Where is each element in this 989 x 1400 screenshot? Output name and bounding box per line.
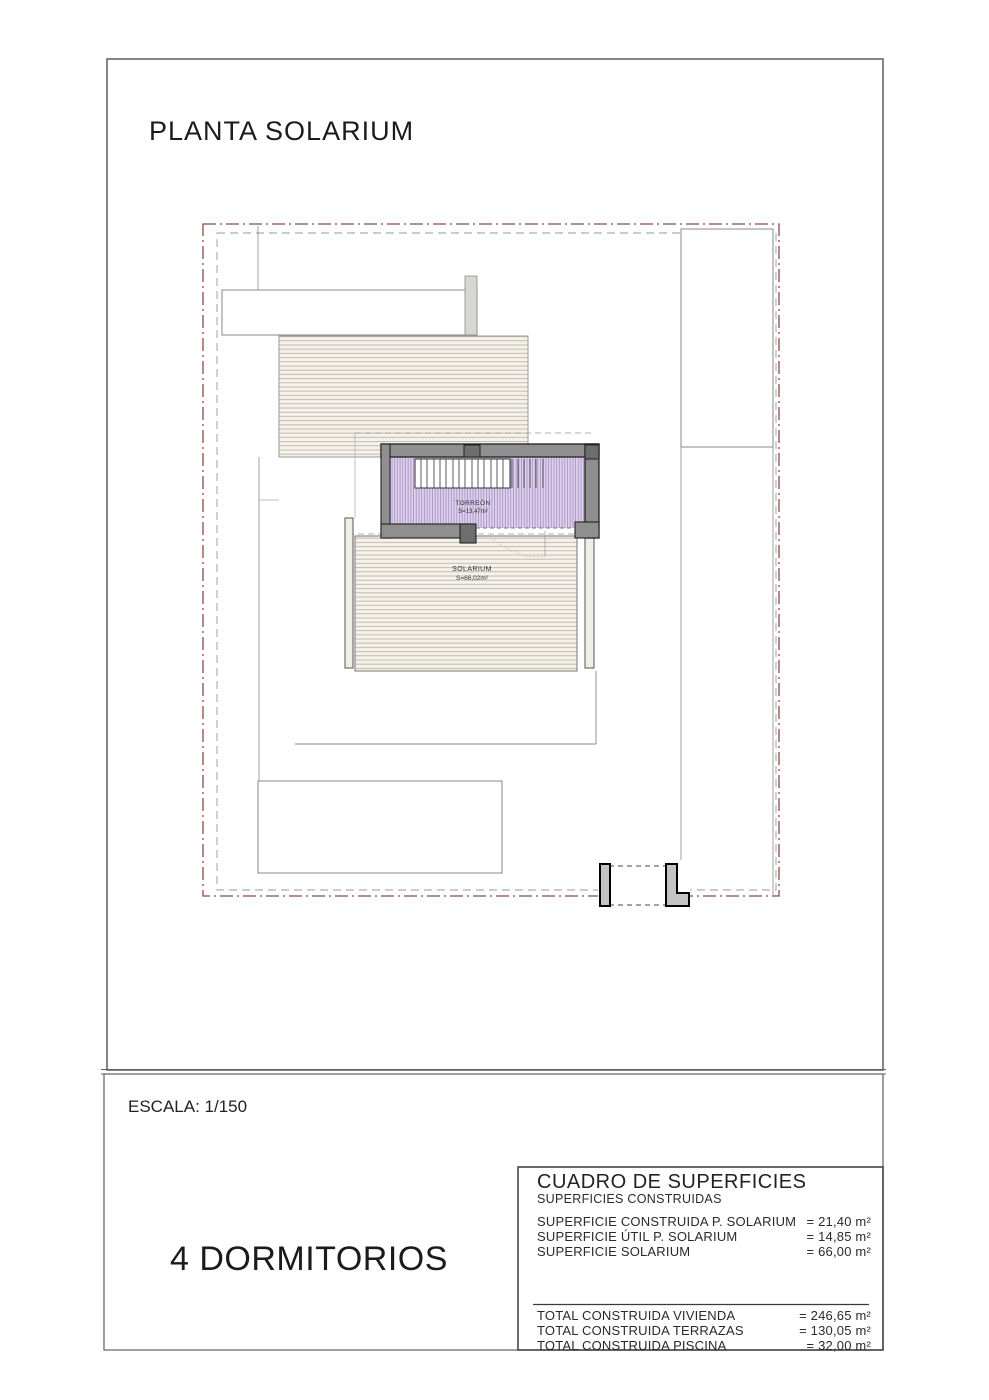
total-value: = 32,00 m² bbox=[806, 1338, 871, 1353]
row-label: SUPERFICIE CONSTRUIDA P. SOLARIUM bbox=[537, 1214, 797, 1229]
total-label: TOTAL CONSTRUIDA VIVIENDA bbox=[537, 1308, 736, 1323]
bottom-left-terrace bbox=[258, 781, 502, 873]
table-total-row bbox=[537, 1338, 871, 1353]
row-value: = 66,00 m² bbox=[806, 1244, 871, 1259]
row-label: SUPERFICIE SOLARIUM bbox=[537, 1244, 691, 1259]
solarium-planter-left bbox=[345, 518, 353, 668]
bedrooms-label: 4 DORMITORIOS bbox=[170, 1240, 448, 1278]
page-title: PLANTA SOLARIUM bbox=[149, 116, 415, 146]
torreon-area-label: S=13,47m² bbox=[458, 509, 488, 515]
total-label: TOTAL CONSTRUIDA PISCINA bbox=[537, 1338, 727, 1353]
table-row bbox=[537, 1214, 871, 1229]
row-label: SUPERFICIE ÚTIL P. SOLARIUM bbox=[537, 1229, 738, 1244]
staircase bbox=[415, 459, 543, 488]
total-value: = 130,05 m² bbox=[799, 1323, 871, 1338]
solarium-area-label: S=66,02m² bbox=[456, 575, 488, 582]
row-value: = 14,85 m² bbox=[806, 1229, 871, 1244]
top-pergola bbox=[222, 290, 477, 335]
torreon-label: TORREÓN bbox=[455, 500, 491, 507]
scale-label: ESCALA: 1/150 bbox=[128, 1097, 248, 1116]
solarium-planter-right bbox=[585, 519, 594, 668]
roof-deck bbox=[279, 336, 528, 457]
boundary-gate bbox=[598, 860, 690, 908]
solarium-deck bbox=[355, 536, 577, 671]
table-total-row bbox=[537, 1323, 871, 1338]
table-row bbox=[537, 1244, 871, 1259]
total-label: TOTAL CONSTRUIDA TERRAZAS bbox=[537, 1323, 744, 1338]
gate-post-left bbox=[600, 864, 610, 906]
total-value: = 246,65 m² bbox=[799, 1308, 871, 1323]
right-terrace bbox=[681, 229, 773, 447]
torreon-room bbox=[381, 444, 599, 543]
table-row bbox=[537, 1229, 871, 1244]
table-total-row bbox=[537, 1308, 871, 1323]
solarium-label: SOLARIUM bbox=[452, 566, 492, 573]
surfaces-table-title: CUADRO DE SUPERFICIES bbox=[537, 1171, 807, 1193]
row-value: = 21,40 m² bbox=[806, 1214, 871, 1229]
surfaces-table-subtitle: SUPERFICIES CONSTRUIDAS bbox=[537, 1192, 722, 1206]
chimney bbox=[465, 276, 477, 335]
